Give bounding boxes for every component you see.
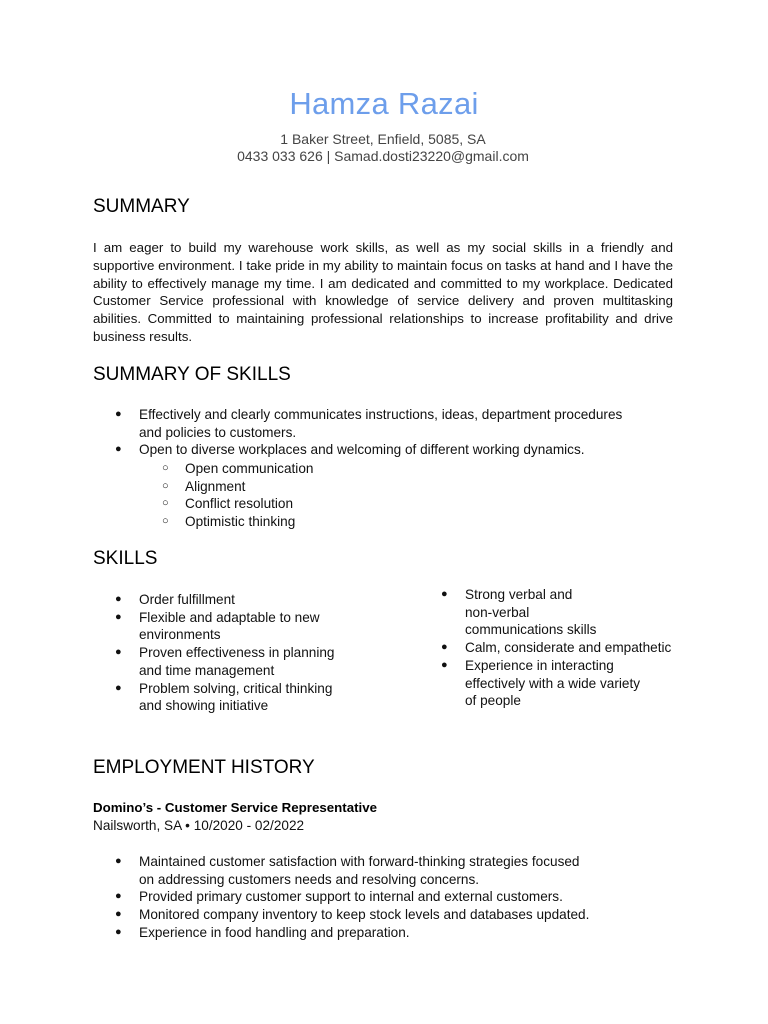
list-item: ● Order fulfillment (115, 592, 235, 607)
summary-text: I am eager to build my warehouse work skills, as well as my social skills in a friendly and supportive environment. I take pride in my ability to maintain focus on tasks at hand and I have the ability to effectively manage my time. I am dedicated and committed to my workplace. Dedicated Customer Service professional with knowledge of service delivery and proven multitasking abilities. Committed to maintaining professional relationships to increase profitability and drive business results. (93, 240, 673, 344)
bullet-icon: ● (115, 443, 122, 456)
list-item: ○ Optimistic thinking (162, 514, 296, 530)
bullet-icon: ● (115, 925, 122, 938)
candidate-name: Hamza Razai (289, 86, 479, 121)
list-item: ● Experience in interacting effectively with a wide variety of people (441, 657, 641, 709)
list-item: ● Problem solving, critical thinking and showing initiative (115, 680, 333, 714)
job-title: Domino’s - Customer Service Representative (93, 800, 378, 815)
list-item: ● Maintained customer satisfaction with forward-thinking strategies focused on addressing customers needs and resolving concerns. (115, 854, 580, 887)
summary-heading: SUMMARY (93, 196, 190, 217)
summary-of-skills-list (93, 406, 713, 459)
skills-left-column (93, 591, 393, 715)
address: 1 Baker Street, Enfield, 5085, SA (280, 131, 486, 147)
job-location-dates: Nailsworth, SA • 10/2020 - 02/2022 (93, 818, 305, 833)
job-duties-list (93, 853, 713, 942)
list-item: ● Monitored company inventory to keep stock levels and databases updated. (115, 907, 590, 923)
skills-heading: SKILLS (93, 548, 158, 569)
employment-history-heading: EMPLOYMENT HISTORY (93, 757, 315, 778)
bullet-icon: ● (115, 855, 122, 867)
bullet-icon: ● (441, 588, 448, 600)
bullet-icon: ● (115, 593, 122, 605)
hollow-bullet-icon: ○ (162, 515, 169, 528)
list-item: ○ Open communication (162, 461, 314, 476)
bullet-icon: ● (115, 610, 122, 623)
phone-email: 0433 033 626 | Samad.dosti23220@gmail.com (237, 148, 529, 164)
list-item: ● Experience in food handling and preparation. (115, 924, 410, 940)
bullet-icon: ● (115, 408, 122, 420)
hollow-bullet-icon: ○ (162, 462, 169, 474)
skills-right-column (419, 586, 719, 710)
list-item: ○ Conflict resolution (162, 496, 294, 512)
list-item: ● Proven effectiveness in planning and time management (115, 645, 335, 678)
summary-of-skills-sublist (93, 460, 713, 531)
bullet-icon: ● (115, 681, 122, 694)
bullet-icon: ● (115, 890, 122, 903)
hollow-bullet-icon: ○ (162, 497, 169, 510)
bullet-icon: ● (115, 646, 122, 659)
list-item: ○ Alignment (162, 478, 246, 494)
summary-of-skills-heading: SUMMARY OF SKILLS (93, 364, 291, 385)
list-item: ● Provided primary customer support to internal and external customers. (115, 889, 563, 905)
hollow-bullet-icon: ○ (162, 479, 169, 492)
list-item: ● Open to diverse workplaces and welcoming of different working dynamics. (115, 442, 585, 458)
bullet-icon: ● (441, 641, 448, 654)
list-item: ● Calm, considerate and empathetic (441, 640, 672, 656)
list-item: ● Flexible and adaptable to new environments (115, 609, 320, 643)
bullet-icon: ● (441, 658, 448, 671)
list-item: ● Strong verbal and non-verbal communications skills (441, 587, 597, 638)
bullet-icon: ● (115, 908, 122, 921)
list-item: ● Effectively and clearly communicates instructions, ideas, department procedures and policies to customers. (115, 407, 623, 440)
